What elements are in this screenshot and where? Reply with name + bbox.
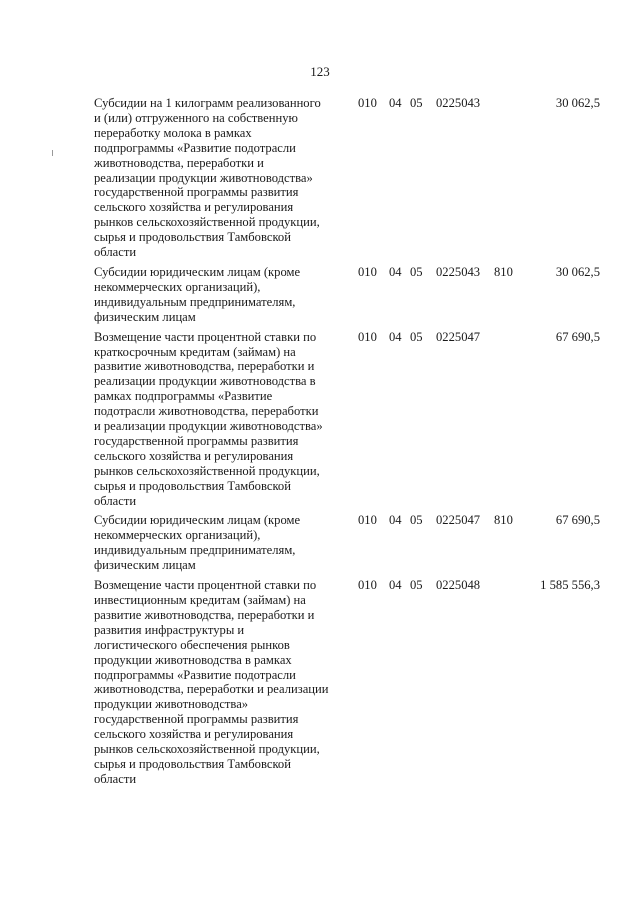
row-description: Субсидии на 1 килограмм реализованного и (или) отгруженного на собственную переработку молока в рамках подпрограммы «Развитие подотрасли животноводства, переработки и реализации продукции животноводства» государственной программы развития сельского хозяйства и регулирования рынков сельскохозяйственной продукции, сырья и продовольствия Тамбовской области bbox=[94, 96, 321, 260]
subsection-code: 05 bbox=[410, 264, 423, 279]
target-article-code: 0225047 bbox=[436, 329, 481, 344]
section-code: 04 bbox=[389, 513, 402, 528]
table-row bbox=[0, 578, 640, 787]
target-article-code: 0225047 bbox=[436, 513, 481, 528]
section-code: 04 bbox=[389, 96, 402, 110]
amount: 1 585 556,3 bbox=[540, 578, 600, 593]
expense-type-code: 810 bbox=[494, 264, 513, 279]
target-article-code: 0225043 bbox=[436, 96, 481, 110]
budget-table bbox=[0, 96, 640, 792]
department-code: 010 bbox=[358, 578, 377, 593]
amount: 30 062,5 bbox=[555, 264, 600, 279]
table-row bbox=[0, 265, 640, 325]
expense-type-code: 810 bbox=[494, 513, 513, 528]
target-article-code: 0225048 bbox=[436, 578, 481, 593]
section-code: 04 bbox=[389, 264, 402, 279]
department-code: 010 bbox=[358, 513, 377, 528]
amount: 67 690,5 bbox=[555, 513, 600, 528]
row-description: Субсидии юридическим лицам (кроме некоммерческих организаций), индивидуальным предпринимателям, физическим лицам bbox=[94, 513, 301, 573]
subsection-code: 05 bbox=[410, 329, 423, 344]
table-row bbox=[0, 330, 640, 509]
subsection-code: 05 bbox=[410, 96, 423, 110]
department-code: 010 bbox=[358, 96, 377, 110]
subsection-code: 05 bbox=[410, 513, 423, 528]
row-description: Субсидии юридическим лицам (кроме некоммерческих организаций), индивидуальным предпринимателям, физическим лицам bbox=[94, 264, 301, 324]
target-article-code: 0225043 bbox=[436, 264, 481, 279]
amount: 30 062,5 bbox=[555, 96, 600, 110]
page-number: 123 bbox=[310, 64, 330, 79]
table-row bbox=[0, 513, 640, 573]
section-code: 04 bbox=[389, 329, 402, 344]
department-code: 010 bbox=[358, 329, 377, 344]
amount: 67 690,5 bbox=[555, 329, 600, 344]
row-description: Возмещение части процентной ставки по инвестиционным кредитам (займам) на развитие животноводства, переработки и развития инфраструктуры и логистического обеспечения рынков продукции животноводства в рамках подпрограммы «Развитие подотрасли животноводства, переработки и реализации продукции животноводства» государственной программы развития сельского хозяйства и регулирования рынков сельскохозяйственной продукции, сырья и продовольствия Тамбовской области bbox=[94, 578, 329, 786]
subsection-code: 05 bbox=[410, 578, 423, 593]
section-code: 04 bbox=[389, 578, 402, 593]
table-row bbox=[0, 96, 640, 260]
department-code: 010 bbox=[358, 264, 377, 279]
row-description: Возмещение части процентной ставки по краткосрочным кредитам (займам) на развитие животноводства, переработки и реализации продукции животноводства в рамках подпрограммы «Развитие подотрасли животноводства, переработки и реализации продукции животноводства» государственной программы развития сельского хозяйства и регулирования рынков сельскохозяйственной продукции, сырья и продовольствия Тамбовской области bbox=[94, 329, 323, 508]
